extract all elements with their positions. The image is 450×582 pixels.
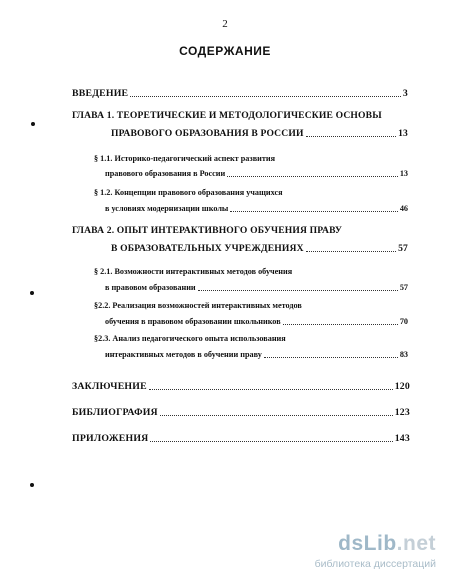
toc-chapter-1[interactable] xyxy=(111,125,408,139)
toc-intro-page: 3 xyxy=(402,88,408,99)
toc-section-2-3-page: 83 xyxy=(399,350,408,359)
watermark-subtitle: библиотека диссертаций xyxy=(314,558,436,570)
dot-leader xyxy=(130,96,401,97)
dot-leader xyxy=(227,176,398,177)
toc-section-2-3[interactable] xyxy=(105,346,408,360)
toc-appendices[interactable] xyxy=(72,430,410,444)
toc-chapter-1-label-cont: ПРАВОВОГО ОБРАЗОВАНИЯ В РОССИИ xyxy=(111,128,304,139)
toc-section-2-3-title[interactable] xyxy=(94,330,414,344)
toc-intro[interactable] xyxy=(72,85,408,99)
toc-chapter-2-title[interactable] xyxy=(72,222,412,236)
dot-leader xyxy=(149,389,393,390)
toc-section-2-1-label-cont: в правовом образовании xyxy=(105,283,196,292)
toc-section-1-2-page: 46 xyxy=(399,204,408,213)
toc-chapter-2-page: 57 xyxy=(398,243,408,254)
toc-chapter-1-label: ГЛАВА 1. ТЕОРЕТИЧЕСКИЕ И МЕТОДОЛОГИЧЕСКИЕ ОСНОВЫ xyxy=(72,110,382,121)
binding-hole-mark xyxy=(30,291,34,295)
dot-leader xyxy=(264,357,398,358)
toc-section-1-2[interactable] xyxy=(105,200,408,214)
binding-hole-mark xyxy=(31,122,35,126)
toc-appendices-page: 143 xyxy=(394,433,410,444)
toc-section-2-1-title[interactable] xyxy=(94,263,414,277)
toc-bibliography-label: БИБЛИОГРАФИЯ xyxy=(72,407,158,418)
toc-intro-label: ВВЕДЕНИЕ xyxy=(72,88,129,99)
toc-section-2-2-page: 70 xyxy=(399,317,408,326)
toc-chapter-1-page: 13 xyxy=(398,128,408,139)
dot-leader xyxy=(230,211,398,212)
toc-chapter-2-label: ГЛАВА 2. ОПЫТ ИНТЕРАКТИВНОГО ОБУЧЕНИЯ ПРАВУ xyxy=(72,225,343,236)
toc-section-2-2-label: §2.2. Реализация возможностей интерактивных методов xyxy=(94,301,302,310)
toc-section-1-1-label-cont: правового образования в России xyxy=(105,169,226,178)
toc-section-1-1[interactable] xyxy=(105,165,408,179)
dot-leader xyxy=(283,324,398,325)
toc-conclusion-label: ЗАКЛЮЧЕНИЕ xyxy=(72,381,147,392)
dot-leader xyxy=(160,415,393,416)
dot-leader xyxy=(306,136,397,137)
watermark-logo-main: dsLib xyxy=(338,532,397,555)
binding-hole-mark xyxy=(30,483,34,487)
toc-chapter-1-title[interactable] xyxy=(72,107,412,121)
toc-section-2-1-page: 57 xyxy=(399,283,408,292)
toc-section-2-2-title[interactable] xyxy=(94,297,414,311)
toc-chapter-2-label-cont: В ОБРАЗОВАТЕЛЬНЫХ УЧРЕЖДЕНИЯХ xyxy=(111,243,304,254)
watermark xyxy=(290,532,440,572)
toc-section-2-3-label-cont: интерактивных методов в обучении праву xyxy=(105,350,262,359)
toc-bibliography-page: 123 xyxy=(394,407,410,418)
toc-section-1-1-page: 13 xyxy=(399,169,408,178)
toc-section-2-1-label: § 2.1. Возможности интерактивных методов обучения xyxy=(94,267,293,276)
toc-conclusion[interactable] xyxy=(72,378,410,392)
dot-leader xyxy=(306,251,396,252)
dot-leader xyxy=(198,290,398,291)
page-title: СОДЕРЖАНИЕ xyxy=(179,44,271,58)
toc-section-1-1-label: § 1.1. Историко-педагогический аспект развития xyxy=(94,154,275,163)
toc-section-1-2-label: § 1.2. Концепции правового образования учащихся xyxy=(94,188,283,197)
toc-section-1-1-title[interactable] xyxy=(94,150,414,164)
toc-chapter-2[interactable] xyxy=(111,240,408,254)
watermark-logo xyxy=(338,532,436,556)
toc-section-1-2-label-cont: в условиях модернизации школы xyxy=(105,204,229,213)
watermark-logo-tld: .net xyxy=(396,532,436,555)
toc-section-2-2[interactable] xyxy=(105,313,408,327)
page-number: 2 xyxy=(222,18,228,30)
toc-conclusion-page: 120 xyxy=(394,381,410,392)
toc-section-2-3-label: §2.3. Анализ педагогического опыта использования xyxy=(94,334,286,343)
toc-bibliography[interactable] xyxy=(72,404,410,418)
toc-section-2-2-label-cont: обучения в правовом образовании школьников xyxy=(105,317,281,326)
toc-section-1-2-title[interactable] xyxy=(94,184,414,198)
toc-appendices-label: ПРИЛОЖЕНИЯ xyxy=(72,433,149,444)
toc-section-2-1[interactable] xyxy=(105,279,408,293)
dot-leader xyxy=(150,441,392,442)
